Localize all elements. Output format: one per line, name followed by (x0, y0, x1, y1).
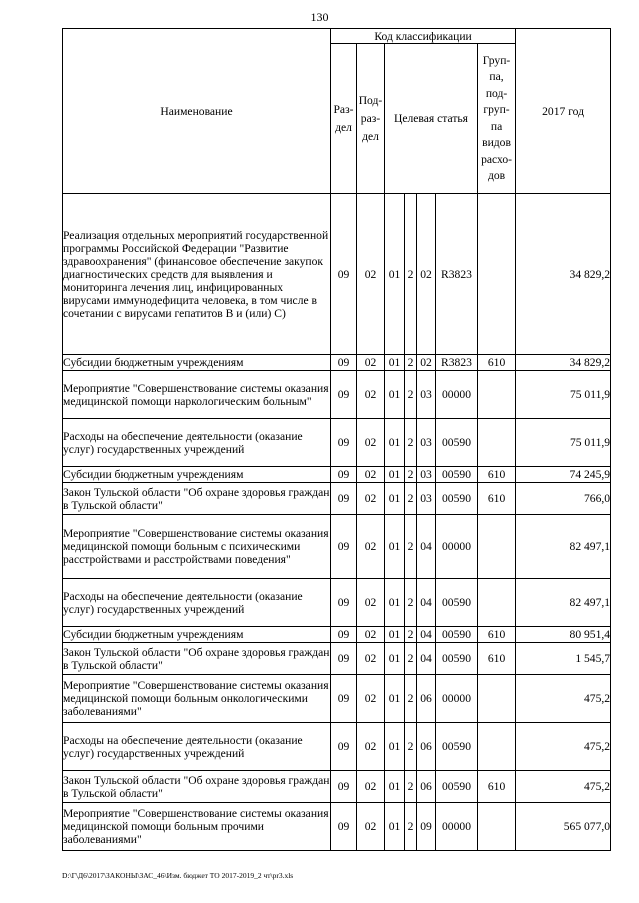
table-row (63, 627, 611, 643)
row-target-subprogram: 2 (405, 194, 417, 355)
row-target-subprogram: 2 (405, 803, 417, 851)
row-expense-group: 610 (478, 355, 516, 371)
row-target-direction: 00590 (436, 771, 478, 803)
row-target-subprogram: 2 (405, 771, 417, 803)
row-name: Реализация отдельных мероприятий государственной программы Российской Федерации "Развитие здравоохранения" (финансовое обеспечение закупок диагностических средств для выявления и мониторинга лечения лиц, инфицированных вирусами иммунодефицита человека, в том числе в сочетании с вирусами гепатитов В и (или) С) (63, 194, 331, 355)
row-expense-group: 610 (478, 643, 516, 675)
row-subsection: 02 (357, 643, 385, 675)
row-amount: 75 011,9 (516, 419, 611, 467)
row-target-event: 04 (417, 515, 436, 579)
row-target-program: 01 (385, 675, 405, 723)
row-target-direction: 00000 (436, 371, 478, 419)
row-expense-group: 610 (478, 627, 516, 643)
row-target-event: 06 (417, 771, 436, 803)
row-target-subprogram: 2 (405, 579, 417, 627)
row-name: Мероприятие "Совершенствование системы оказания медицинской помощи больным онкологическими заболеваниями" (63, 675, 331, 723)
row-target-direction: 00000 (436, 803, 478, 851)
row-target-subprogram: 2 (405, 483, 417, 515)
row-amount: 565 077,0 (516, 803, 611, 851)
row-subsection: 02 (357, 675, 385, 723)
row-amount: 75 011,9 (516, 371, 611, 419)
row-subsection: 02 (357, 194, 385, 355)
header-code-group: Код классификации (331, 29, 516, 44)
row-name: Субсидии бюджетным учреждениям (63, 355, 331, 371)
row-target-program: 01 (385, 483, 405, 515)
row-expense-group: 610 (478, 771, 516, 803)
row-amount: 475,2 (516, 723, 611, 771)
row-subsection: 02 (357, 579, 385, 627)
table-row (63, 643, 611, 675)
row-name: Закон Тульской области "Об охране здоровья граждан в Тульской области" (63, 771, 331, 803)
row-expense-group: 610 (478, 483, 516, 515)
row-expense-group (478, 194, 516, 355)
row-subsection: 02 (357, 355, 385, 371)
row-name: Расходы на обеспечение деятельности (оказание услуг) государственных учреждений (63, 419, 331, 467)
table-body (63, 194, 611, 851)
row-target-program: 01 (385, 771, 405, 803)
row-target-subprogram: 2 (405, 419, 417, 467)
row-target-program: 01 (385, 419, 405, 467)
row-target-subprogram: 2 (405, 643, 417, 675)
row-amount: 766,0 (516, 483, 611, 515)
row-section: 09 (331, 803, 357, 851)
row-expense-group: 610 (478, 467, 516, 483)
row-section: 09 (331, 194, 357, 355)
table-row (63, 371, 611, 419)
row-amount: 475,2 (516, 675, 611, 723)
row-section: 09 (331, 419, 357, 467)
row-target-event: 02 (417, 194, 436, 355)
row-target-event: 04 (417, 643, 436, 675)
row-amount: 34 829,2 (516, 355, 611, 371)
file-path-footer: D:\Г\Д6\2017\ЗАКОНЫ\ЗАС_46\Изм. бюджет ТО 2017-2019_2 чт\pr3.xls (62, 871, 294, 880)
row-section: 09 (331, 723, 357, 771)
row-target-event: 02 (417, 355, 436, 371)
table-row (63, 723, 611, 771)
header-target-article: Целевая статья (385, 44, 478, 194)
row-target-direction: 00590 (436, 483, 478, 515)
row-expense-group (478, 803, 516, 851)
row-target-subprogram: 2 (405, 355, 417, 371)
row-expense-group (478, 371, 516, 419)
table-row (63, 579, 611, 627)
row-target-event: 03 (417, 483, 436, 515)
row-target-direction: 00590 (436, 627, 478, 643)
row-target-event: 06 (417, 675, 436, 723)
row-target-program: 01 (385, 355, 405, 371)
row-section: 09 (331, 467, 357, 483)
row-target-event: 04 (417, 627, 436, 643)
row-expense-group (478, 515, 516, 579)
row-target-program: 01 (385, 643, 405, 675)
row-subsection: 02 (357, 771, 385, 803)
row-expense-group (478, 419, 516, 467)
row-name: Расходы на обеспечение деятельности (оказание услуг) государственных учреждений (63, 723, 331, 771)
row-target-program: 01 (385, 579, 405, 627)
row-target-program: 01 (385, 194, 405, 355)
row-subsection: 02 (357, 371, 385, 419)
row-target-direction: 00590 (436, 723, 478, 771)
row-target-event: 09 (417, 803, 436, 851)
header-subsection: Под- раз- дел (357, 44, 385, 194)
row-target-direction: 00000 (436, 515, 478, 579)
row-amount: 1 545,7 (516, 643, 611, 675)
row-section: 09 (331, 355, 357, 371)
row-expense-group (478, 579, 516, 627)
row-target-subprogram: 2 (405, 371, 417, 419)
budget-table (62, 28, 611, 851)
row-subsection: 02 (357, 419, 385, 467)
table-row (63, 803, 611, 851)
header-year: 2017 год (516, 29, 611, 194)
row-name: Расходы на обеспечение деятельности (оказание услуг) государственных учреждений (63, 579, 331, 627)
table-row (63, 194, 611, 355)
row-section: 09 (331, 627, 357, 643)
table-row (63, 483, 611, 515)
table-row (63, 771, 611, 803)
row-name: Субсидии бюджетным учреждениям (63, 467, 331, 483)
row-section: 09 (331, 675, 357, 723)
row-target-event: 03 (417, 419, 436, 467)
row-subsection: 02 (357, 467, 385, 483)
row-target-direction: 00590 (436, 579, 478, 627)
row-target-direction: 00590 (436, 419, 478, 467)
page-number: 130 (310, 10, 329, 24)
row-target-direction: R3823 (436, 355, 478, 371)
row-subsection: 02 (357, 627, 385, 643)
row-amount: 82 497,1 (516, 579, 611, 627)
table-row (63, 675, 611, 723)
row-section: 09 (331, 579, 357, 627)
row-amount: 80 951,4 (516, 627, 611, 643)
row-expense-group (478, 675, 516, 723)
row-target-event: 03 (417, 467, 436, 483)
row-target-program: 01 (385, 515, 405, 579)
row-target-subprogram: 2 (405, 723, 417, 771)
row-amount: 82 497,1 (516, 515, 611, 579)
row-target-direction: R3823 (436, 194, 478, 355)
row-target-direction: 00590 (436, 467, 478, 483)
row-section: 09 (331, 771, 357, 803)
row-name: Мероприятие "Совершенствование системы оказания медицинской помощи больным с психическими расстройствами и расстройствами поведения" (63, 515, 331, 579)
row-name: Мероприятие "Совершенствование системы оказания медицинской помощи больным прочими заболеваниями" (63, 803, 331, 851)
row-amount: 475,2 (516, 771, 611, 803)
row-target-program: 01 (385, 467, 405, 483)
row-target-subprogram: 2 (405, 627, 417, 643)
header-section: Раз- дел (331, 44, 357, 194)
row-subsection: 02 (357, 483, 385, 515)
row-name: Закон Тульской области "Об охране здоровья граждан в Тульской области" (63, 483, 331, 515)
header-expense-group: Груп- па, под- груп- па видов расхо- дов (478, 44, 516, 194)
row-name: Мероприятие "Совершенствование системы оказания медицинской помощи наркологическим больным" (63, 371, 331, 419)
row-target-event: 06 (417, 723, 436, 771)
row-subsection: 02 (357, 515, 385, 579)
row-target-direction: 00590 (436, 643, 478, 675)
row-section: 09 (331, 643, 357, 675)
row-section: 09 (331, 515, 357, 579)
row-amount: 74 245,9 (516, 467, 611, 483)
table-row (63, 355, 611, 371)
row-target-program: 01 (385, 371, 405, 419)
row-target-subprogram: 2 (405, 675, 417, 723)
header-name: Наименование (63, 29, 331, 194)
row-subsection: 02 (357, 723, 385, 771)
table-row (63, 419, 611, 467)
row-amount: 34 829,2 (516, 194, 611, 355)
row-target-program: 01 (385, 627, 405, 643)
row-target-subprogram: 2 (405, 467, 417, 483)
row-name: Субсидии бюджетным учреждениям (63, 627, 331, 643)
row-target-direction: 00000 (436, 675, 478, 723)
table-row (63, 515, 611, 579)
row-target-event: 03 (417, 371, 436, 419)
row-name: Закон Тульской области "Об охране здоровья граждан в Тульской области" (63, 643, 331, 675)
row-target-program: 01 (385, 803, 405, 851)
row-target-event: 04 (417, 579, 436, 627)
table-row (63, 467, 611, 483)
row-target-subprogram: 2 (405, 515, 417, 579)
row-section: 09 (331, 371, 357, 419)
row-subsection: 02 (357, 803, 385, 851)
row-section: 09 (331, 483, 357, 515)
row-expense-group (478, 723, 516, 771)
row-target-program: 01 (385, 723, 405, 771)
